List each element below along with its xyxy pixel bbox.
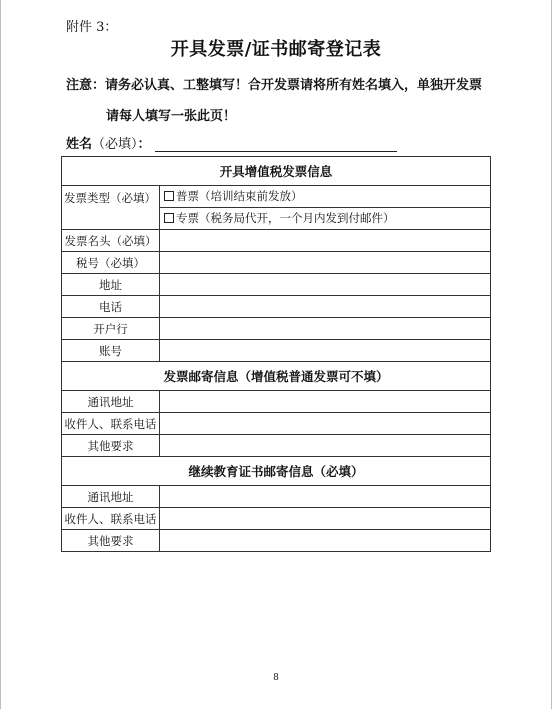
invoice-section-title: 开具增值税发票信息 bbox=[62, 157, 491, 186]
section-header-row bbox=[62, 457, 491, 486]
invoice-mail-section-title: 发票邮寄信息（增值税普通发票可不填） bbox=[62, 362, 491, 391]
table-row bbox=[62, 274, 491, 296]
certificate-other-label: 其他要求 bbox=[62, 530, 160, 552]
checkbox-special-invoice[interactable] bbox=[164, 213, 174, 223]
name-required-hint: （必填） bbox=[92, 137, 138, 152]
account-label: 账号 bbox=[62, 340, 160, 362]
notice-line-1: 注意：请务必认真、工整填写！合开发票请将所有姓名填入，单独开发票 bbox=[66, 78, 483, 93]
invoice-mail-recipient-input[interactable] bbox=[160, 413, 491, 435]
name-input-line[interactable] bbox=[155, 139, 397, 152]
option-special-label: 专票（税务局代开，一个月内发到付邮件） bbox=[176, 211, 395, 225]
address-label: 地址 bbox=[62, 274, 160, 296]
invoice-mail-recipient-label: 收件人、联系电话 bbox=[62, 413, 160, 435]
name-label: 姓名 bbox=[66, 137, 93, 152]
certificate-recipient-label: 收件人、联系电话 bbox=[62, 508, 160, 530]
account-input[interactable] bbox=[160, 340, 491, 362]
phone-input[interactable] bbox=[160, 296, 491, 318]
table-row bbox=[62, 435, 491, 457]
invoice-mail-address-label: 通讯地址 bbox=[62, 391, 160, 413]
page-title: 开具发票/证书邮寄登记表 bbox=[170, 39, 382, 60]
phone-label: 电话 bbox=[62, 296, 160, 318]
certificate-other-input[interactable] bbox=[160, 530, 491, 552]
notice-line-2: 请每人填写一张此页！ bbox=[106, 109, 237, 124]
annex-label: 附件 3： bbox=[66, 20, 118, 35]
table-row bbox=[62, 318, 491, 340]
table-row bbox=[62, 413, 491, 435]
bank-input[interactable] bbox=[160, 318, 491, 340]
table-row bbox=[62, 486, 491, 508]
invoice-mail-other-label: 其他要求 bbox=[62, 435, 160, 457]
page-number: 8 bbox=[273, 673, 279, 683]
invoice-type-label: 发票类型（必填） bbox=[62, 186, 160, 230]
table-row bbox=[62, 252, 491, 274]
table-row bbox=[62, 391, 491, 413]
table-row bbox=[62, 530, 491, 552]
page-edge-left bbox=[0, 0, 1, 709]
table-row bbox=[62, 230, 491, 252]
invoice-type-option-normal[interactable] bbox=[160, 186, 491, 208]
tax-id-input[interactable] bbox=[160, 252, 491, 274]
table-row bbox=[62, 340, 491, 362]
address-input[interactable] bbox=[160, 274, 491, 296]
certificate-address-label: 通讯地址 bbox=[62, 486, 160, 508]
table-row bbox=[62, 186, 491, 208]
invoice-mail-address-input[interactable] bbox=[160, 391, 491, 413]
table-row bbox=[62, 296, 491, 318]
checkbox-normal-invoice[interactable] bbox=[164, 191, 174, 201]
invoice-type-option-special[interactable] bbox=[160, 208, 491, 230]
section-header-row bbox=[62, 362, 491, 391]
name-colon: ： bbox=[137, 137, 151, 152]
bank-label: 开户行 bbox=[62, 318, 160, 340]
certificate-address-input[interactable] bbox=[160, 486, 491, 508]
invoice-mail-other-input[interactable] bbox=[160, 435, 491, 457]
invoice-header-label: 发票名头（必填） bbox=[62, 230, 160, 252]
notice bbox=[66, 74, 506, 124]
table-row bbox=[62, 508, 491, 530]
section-header-row bbox=[62, 157, 491, 186]
certificate-recipient-input[interactable] bbox=[160, 508, 491, 530]
name-field-row bbox=[66, 133, 397, 152]
option-normal-label: 普票（培训结束前发放） bbox=[176, 189, 303, 203]
invoice-header-input[interactable] bbox=[160, 230, 491, 252]
tax-id-label: 税号（必填） bbox=[62, 252, 160, 274]
registration-form-table bbox=[61, 156, 491, 552]
certificate-section-title: 继续教育证书邮寄信息（必填） bbox=[62, 457, 491, 486]
